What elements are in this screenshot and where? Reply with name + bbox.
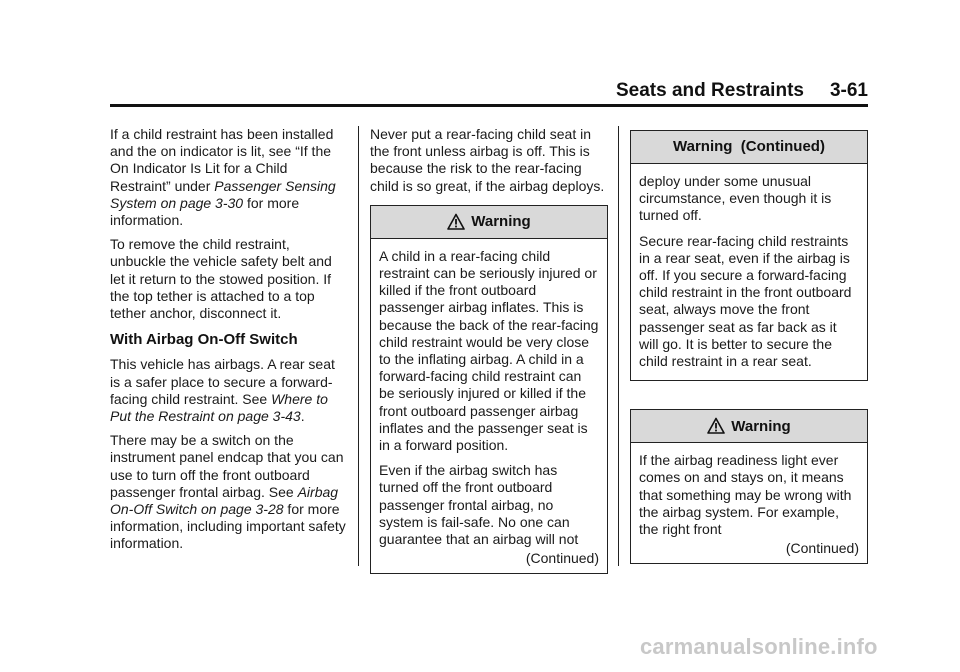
header-rule — [110, 104, 868, 107]
warning-triangle-icon — [447, 213, 465, 231]
column-divider — [358, 126, 359, 566]
warning-title: Warning — [471, 213, 531, 231]
column-1 — [110, 126, 348, 560]
warning-box — [370, 205, 608, 575]
warning-body — [631, 164, 867, 380]
paragraph: deploy under some unusual circumstance, even though it is turned off. — [639, 173, 832, 224]
warning-box-continued — [630, 130, 868, 381]
warning-title: Warning — [731, 417, 791, 435]
warning-triangle-icon — [707, 417, 725, 435]
warning-header — [631, 410, 867, 443]
paragraph: If the airbag readiness light ever comes on and stays on, it means that something may be wrong with the airbag system. For example, the right front — [639, 452, 852, 538]
page-header — [110, 80, 868, 102]
cross-reference-link[interactable]: Passenger Sensing System on page 3-30 — [110, 177, 336, 211]
continued-label: (Continued) — [525, 550, 599, 567]
column-2 — [370, 126, 608, 574]
warning-title: Warning (Continued) — [673, 138, 825, 156]
paragraph: This vehicle has airbags. A rear seat is a safer place to secure a forward-facing child restraint. See Where to Put the Restraint on page 3-43. — [110, 356, 335, 425]
watermark: carmanualsonline.info — [640, 634, 878, 659]
paragraph: To remove the child restraint, unbuckle the vehicle safety belt and let it return to the stowed position. If the top tether is attached to a top tether anchor, disconnect it. — [110, 236, 332, 322]
paragraph: Secure rear-facing child restraints in a rear seat, even if the airbag is off. If you secure a forward-facing child restraint in the front outboard seat, always move the front passenger seat as far back as it will go. It is better to secure the child restraint in a rear seat. — [639, 232, 852, 370]
warning-body — [631, 443, 867, 563]
paragraph: Never put a rear-facing child seat in the front unless airbag is off. This is because the risk to the rear-facing child is so great, if the airbag deploys. — [370, 126, 605, 194]
warning-header — [631, 131, 867, 164]
paragraph: Even if the airbag switch has turned off the front outboard passenger frontal airbag, no system is fail-safe. No one can guarantee that an airbag will not — [379, 462, 579, 548]
warning-box — [630, 409, 868, 564]
continued-label: (Continued) — [785, 540, 859, 557]
warning-header — [371, 206, 607, 239]
paragraph: There may be a switch on the instrument panel endcap that you can use to turn off the front outboard passenger frontal airbag. See Airbag On-Off Switch on page 3-28 for more information, including important safety information. — [110, 432, 346, 552]
warning-body — [371, 239, 607, 574]
cross-reference-link[interactable]: Where to Put the Restraint on page 3-43 — [110, 390, 328, 425]
page-number: 3-61 — [829, 80, 868, 101]
section-heading: With Airbag On-Off Switch — [110, 331, 298, 349]
paragraph: If a child restraint has been installed and the on indicator is lit, see “If the On Indicator Is Lit for a Child Restraint” under Passenger Sensing System on page 3-30 for more information. — [110, 126, 336, 229]
paragraph: A child in a rear-facing child restraint can be seriously injured or killed if the front outboard passenger airbag inflates. This is because the back of the rear-facing child restraint would be very close to the inflating airbag. A child in a forward-facing child restraint can be seriously injured or killed if the front outboard passenger airbag inflates and the passenger seat is in a forward position. — [379, 247, 599, 454]
column-3 — [630, 126, 868, 564]
cross-reference-link[interactable]: Airbag On-Off Switch on page 3-28 — [110, 483, 339, 518]
column-divider — [618, 126, 619, 566]
section-title: Seats and Restraints — [616, 80, 804, 101]
